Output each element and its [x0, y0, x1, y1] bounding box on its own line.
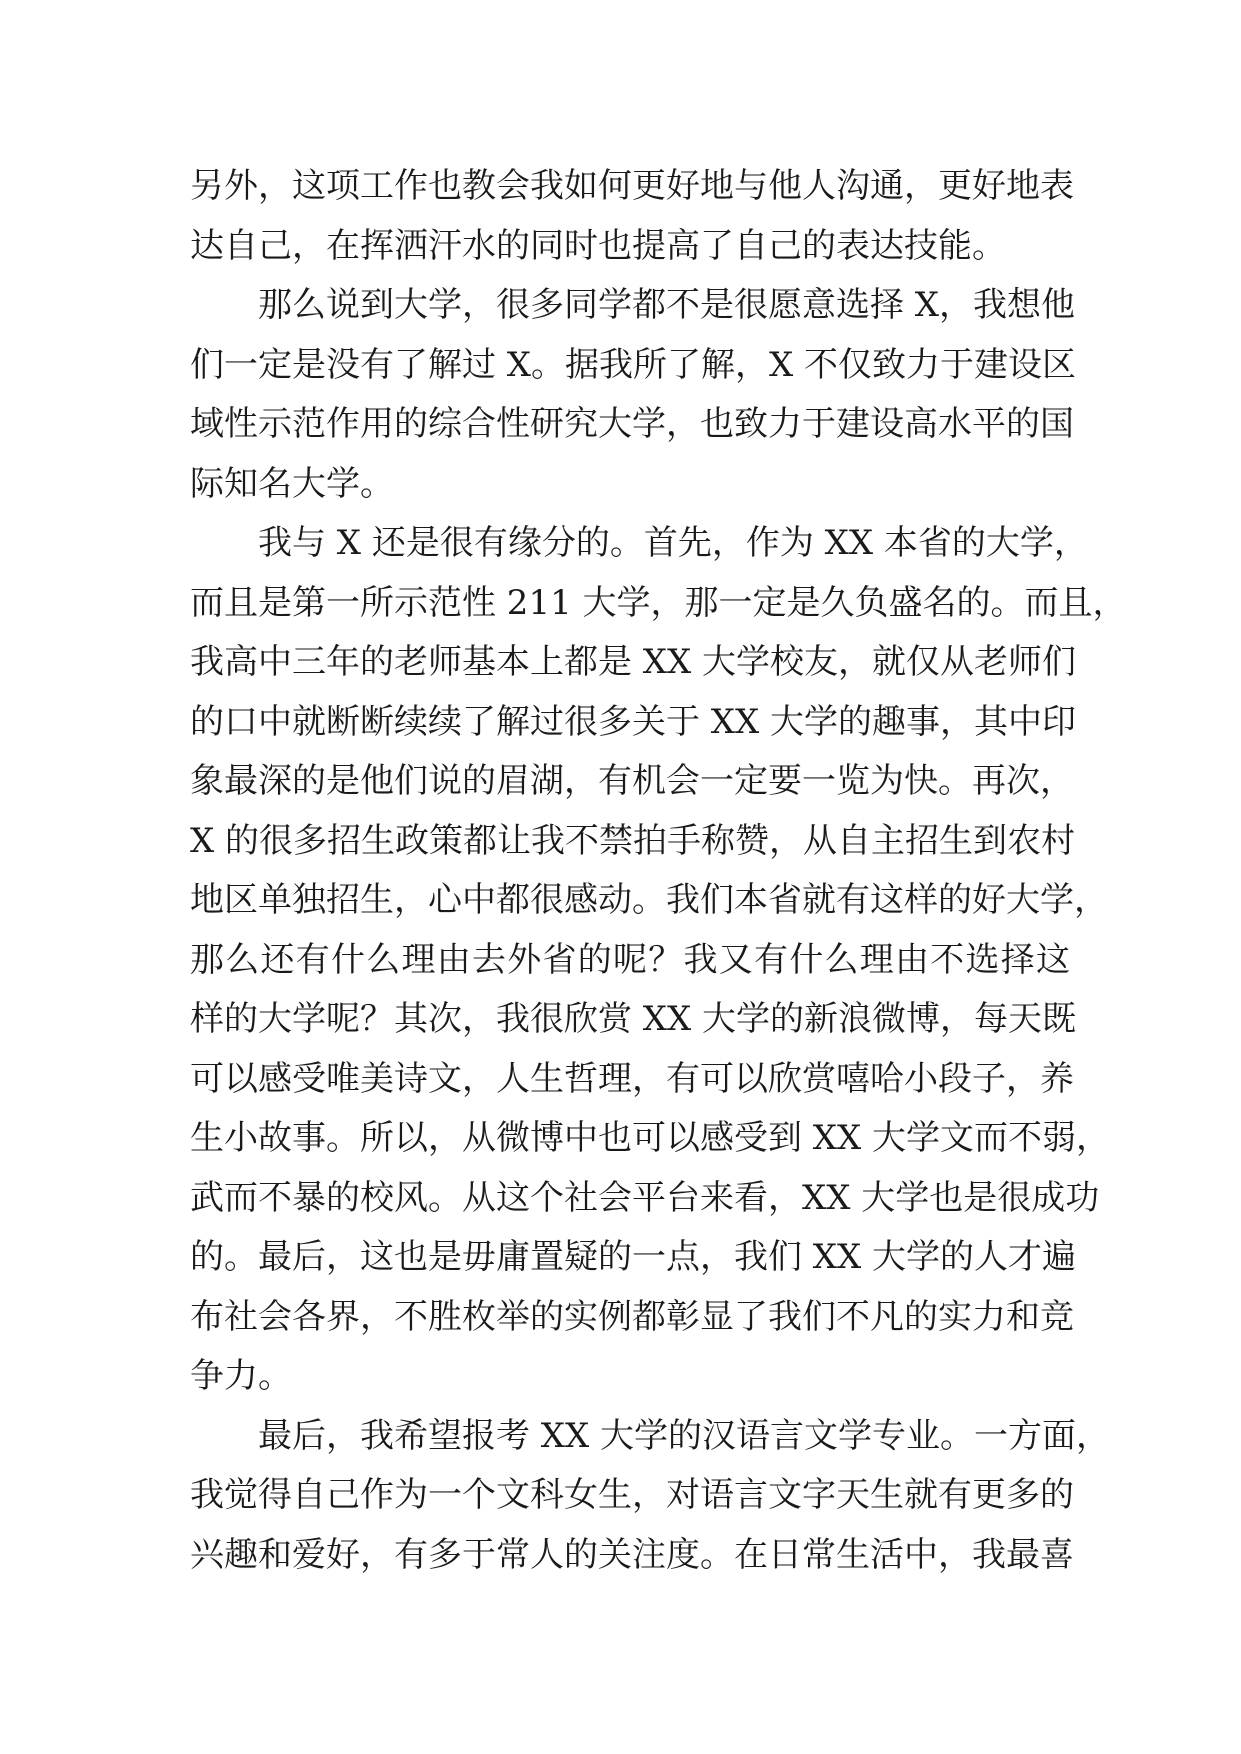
text-line: 争力。 [190, 1356, 292, 1396]
text-line: 达自己，在挥洒汗水的同时也提高了自己的表达技能。 [190, 225, 1006, 266]
paragraph [190, 1407, 1111, 1586]
paragraph [190, 276, 1077, 514]
text-line: 际知名大学。 [190, 463, 394, 504]
text-line: 的。最后，这也是毋庸置疑的一点，我们 XX 大学的人才遍 [190, 1237, 1077, 1277]
text-line: 布社会各界，不胜枚举的实例都彰显了我们不凡的实力和竞 [190, 1296, 1074, 1337]
text-line: 而且是第一所示范性 211 大学，那一定是久负盛名的。而且， [190, 582, 1127, 623]
text-line: 可以感受唯美诗文，人生哲理，有可以欣赏嘻哈小段子，养 [190, 1058, 1074, 1099]
text-line: 最后，我希望报考 XX 大学的汉语言文学专业。一方面， [258, 1415, 1111, 1456]
text-line: 那么说到大学，很多同学都不是很愿意选择 X，我想他 [258, 285, 1076, 325]
text-line: 兴趣和爱好，有多于常人的关注度。在日常生活中，我最喜 [190, 1534, 1074, 1575]
text-line: 另外，这项工作也教会我如何更好地与他人沟通，更好地表 [190, 166, 1074, 206]
text-line: 象最深的是他们说的眉湖，有机会一定要一览为快。再次， [190, 761, 1074, 801]
text-line: X 的很多招生政策都让我不禁拍手称赞，从自主招生到农村 [190, 820, 1076, 861]
body-text [190, 157, 1127, 1585]
paragraph [190, 514, 1127, 1407]
text-line: 我高中三年的老师基本上都是 XX 大学校友，就仅从老师们 [190, 642, 1077, 682]
paragraph [190, 157, 1074, 276]
text-line: 那么还有什么理由去外省的呢？我又有什么理由不选择这 [190, 939, 1070, 980]
text-line: 域性示范作用的综合性研究大学，也致力于建设高水平的国 [190, 404, 1074, 444]
text-line: 样的大学呢？其次，我很欣赏 XX 大学的新浪微博，每天既 [190, 999, 1077, 1039]
text-line: 们一定是没有了解过 X。据我所了解，X 不仅致力于建设区 [190, 344, 1077, 385]
text-line: 的口中就断断续续了解过很多关于 XX 大学的趣事，其中印 [190, 701, 1077, 742]
text-line: 武而不暴的校风。从这个社会平台来看，XX 大学也是很成功 [190, 1177, 1100, 1218]
text-line: 生小故事。所以，从微博中也可以感受到 XX 大学文而不弱， [190, 1118, 1111, 1158]
text-line: 我觉得自己作为一个文科女生，对语言文字天生就有更多的 [190, 1475, 1074, 1515]
text-line: 我与 X 还是很有缘分的。首先，作为 XX 本省的大学， [258, 523, 1088, 563]
text-line: 地区单独招生，心中都很感动。我们本省就有这样的好大学， [190, 880, 1108, 920]
